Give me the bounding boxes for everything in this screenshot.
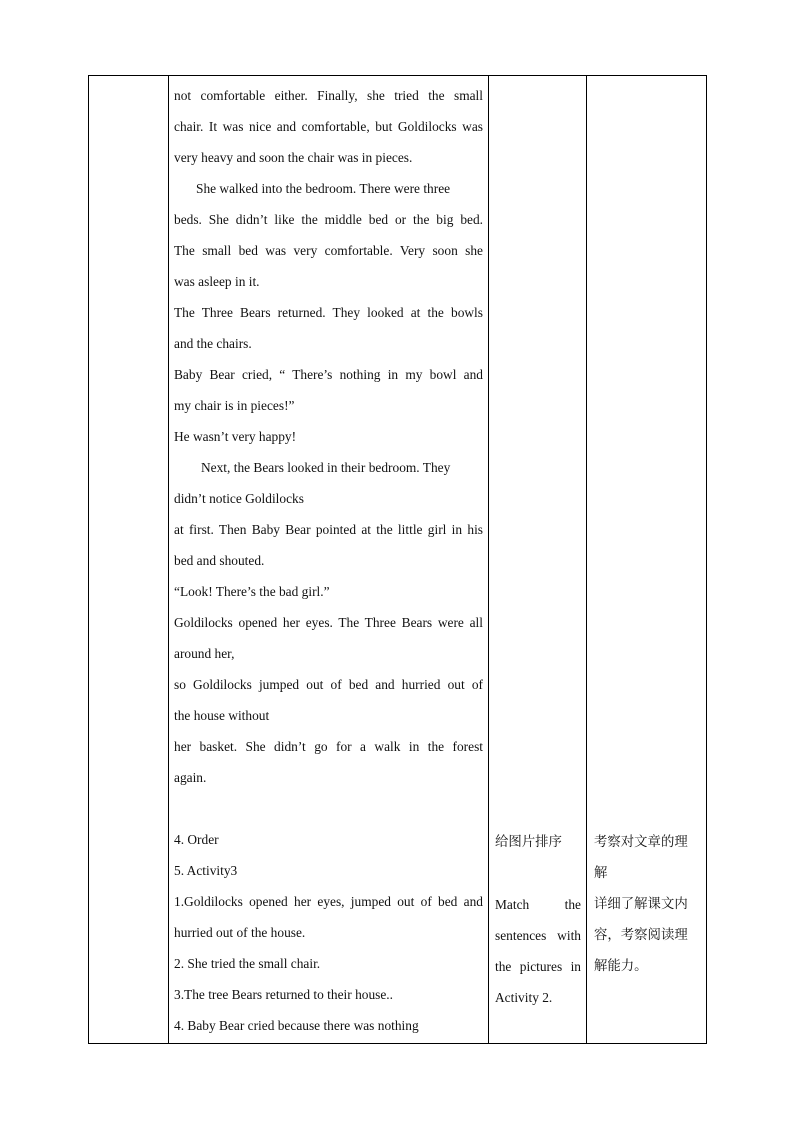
exercise-line: 4. Order xyxy=(174,832,219,847)
lesson-plan-table xyxy=(88,75,707,1044)
story-line: so Goldilocks jumped out of bed and hurried out of xyxy=(174,677,483,692)
story-line: Goldilocks opened her eyes. The Three Bears were all xyxy=(174,615,483,630)
aim-line: 解能力。 xyxy=(594,959,648,974)
activity-line: 给图片排序 xyxy=(495,835,562,850)
story-line: The Three Bears returned. They looked at the bowls xyxy=(174,305,483,320)
exercise-line: 3.The tree Bears returned to their house.. xyxy=(174,987,394,1002)
aim-line: 解 xyxy=(594,866,608,881)
activity-line xyxy=(495,858,581,889)
exercise-text xyxy=(174,824,483,1041)
story-line: “Look! There’s the bad girl.” xyxy=(174,584,330,599)
story-line: around her, xyxy=(174,646,235,661)
exercise-line: 2. She tried the small chair. xyxy=(174,956,321,971)
aim-line: 详细了解课文内 xyxy=(594,897,688,912)
story-line: her basket. She didn’t go for a walk in the forest xyxy=(174,739,483,754)
spacer xyxy=(174,793,483,824)
story-line: my chair is in pieces!” xyxy=(174,398,295,413)
exercise-line: 1.Goldilocks opened her eyes, jumped out of bed and xyxy=(174,894,483,909)
aim-line: 考察对文章的理 xyxy=(594,835,688,850)
story-line: beds. She didn’t like the middle bed or the big bed. xyxy=(174,212,483,227)
empty-step-cell xyxy=(89,76,168,1043)
story-line: and the chairs. xyxy=(174,336,252,351)
aim-text xyxy=(594,827,702,982)
aim-cell xyxy=(587,76,707,1043)
story-line: chair. It was nice and comfortable, but Goldilocks was xyxy=(174,119,483,134)
story-text xyxy=(174,80,483,793)
story-line: Baby Bear cried, “ There’s nothing in my bowl and xyxy=(174,367,483,382)
activity-text xyxy=(495,827,581,1013)
story-line: very heavy and soon the chair was in pieces. xyxy=(174,150,413,165)
story-line: was asleep in it. xyxy=(174,274,260,289)
story-line: Next, the Bears looked in their bedroom. They xyxy=(201,460,451,475)
story-line: The small bed was very comfortable. Very soon she xyxy=(174,243,483,258)
exercise-line: 5. Activity3 xyxy=(174,863,238,878)
story-line: He wasn’t very happy! xyxy=(174,429,297,444)
activity-line: sentences with xyxy=(495,928,581,943)
activity-line: the pictures in xyxy=(495,959,581,974)
aim-line: 容，考察阅读理 xyxy=(594,928,688,943)
story-line: again. xyxy=(174,770,207,785)
story-line: bed and shouted. xyxy=(174,553,265,568)
exercise-line: 4. Baby Bear cried because there was nothing xyxy=(174,1018,419,1033)
content-cell xyxy=(169,76,489,1043)
exercise-line: hurried out of the house. xyxy=(174,925,306,940)
story-line: at first. Then Baby Bear pointed at the little girl in his xyxy=(174,522,483,537)
story-line: She walked into the bedroom. There were three xyxy=(196,181,451,196)
activity-line: Match the xyxy=(495,897,581,912)
activity-line: Activity 2. xyxy=(495,990,553,1005)
story-line: didn’t notice Goldilocks xyxy=(174,491,304,506)
activity-cell xyxy=(489,76,587,1043)
story-line: not comfortable either. Finally, she tried the small xyxy=(174,88,483,103)
story-line: the house without xyxy=(174,708,270,723)
